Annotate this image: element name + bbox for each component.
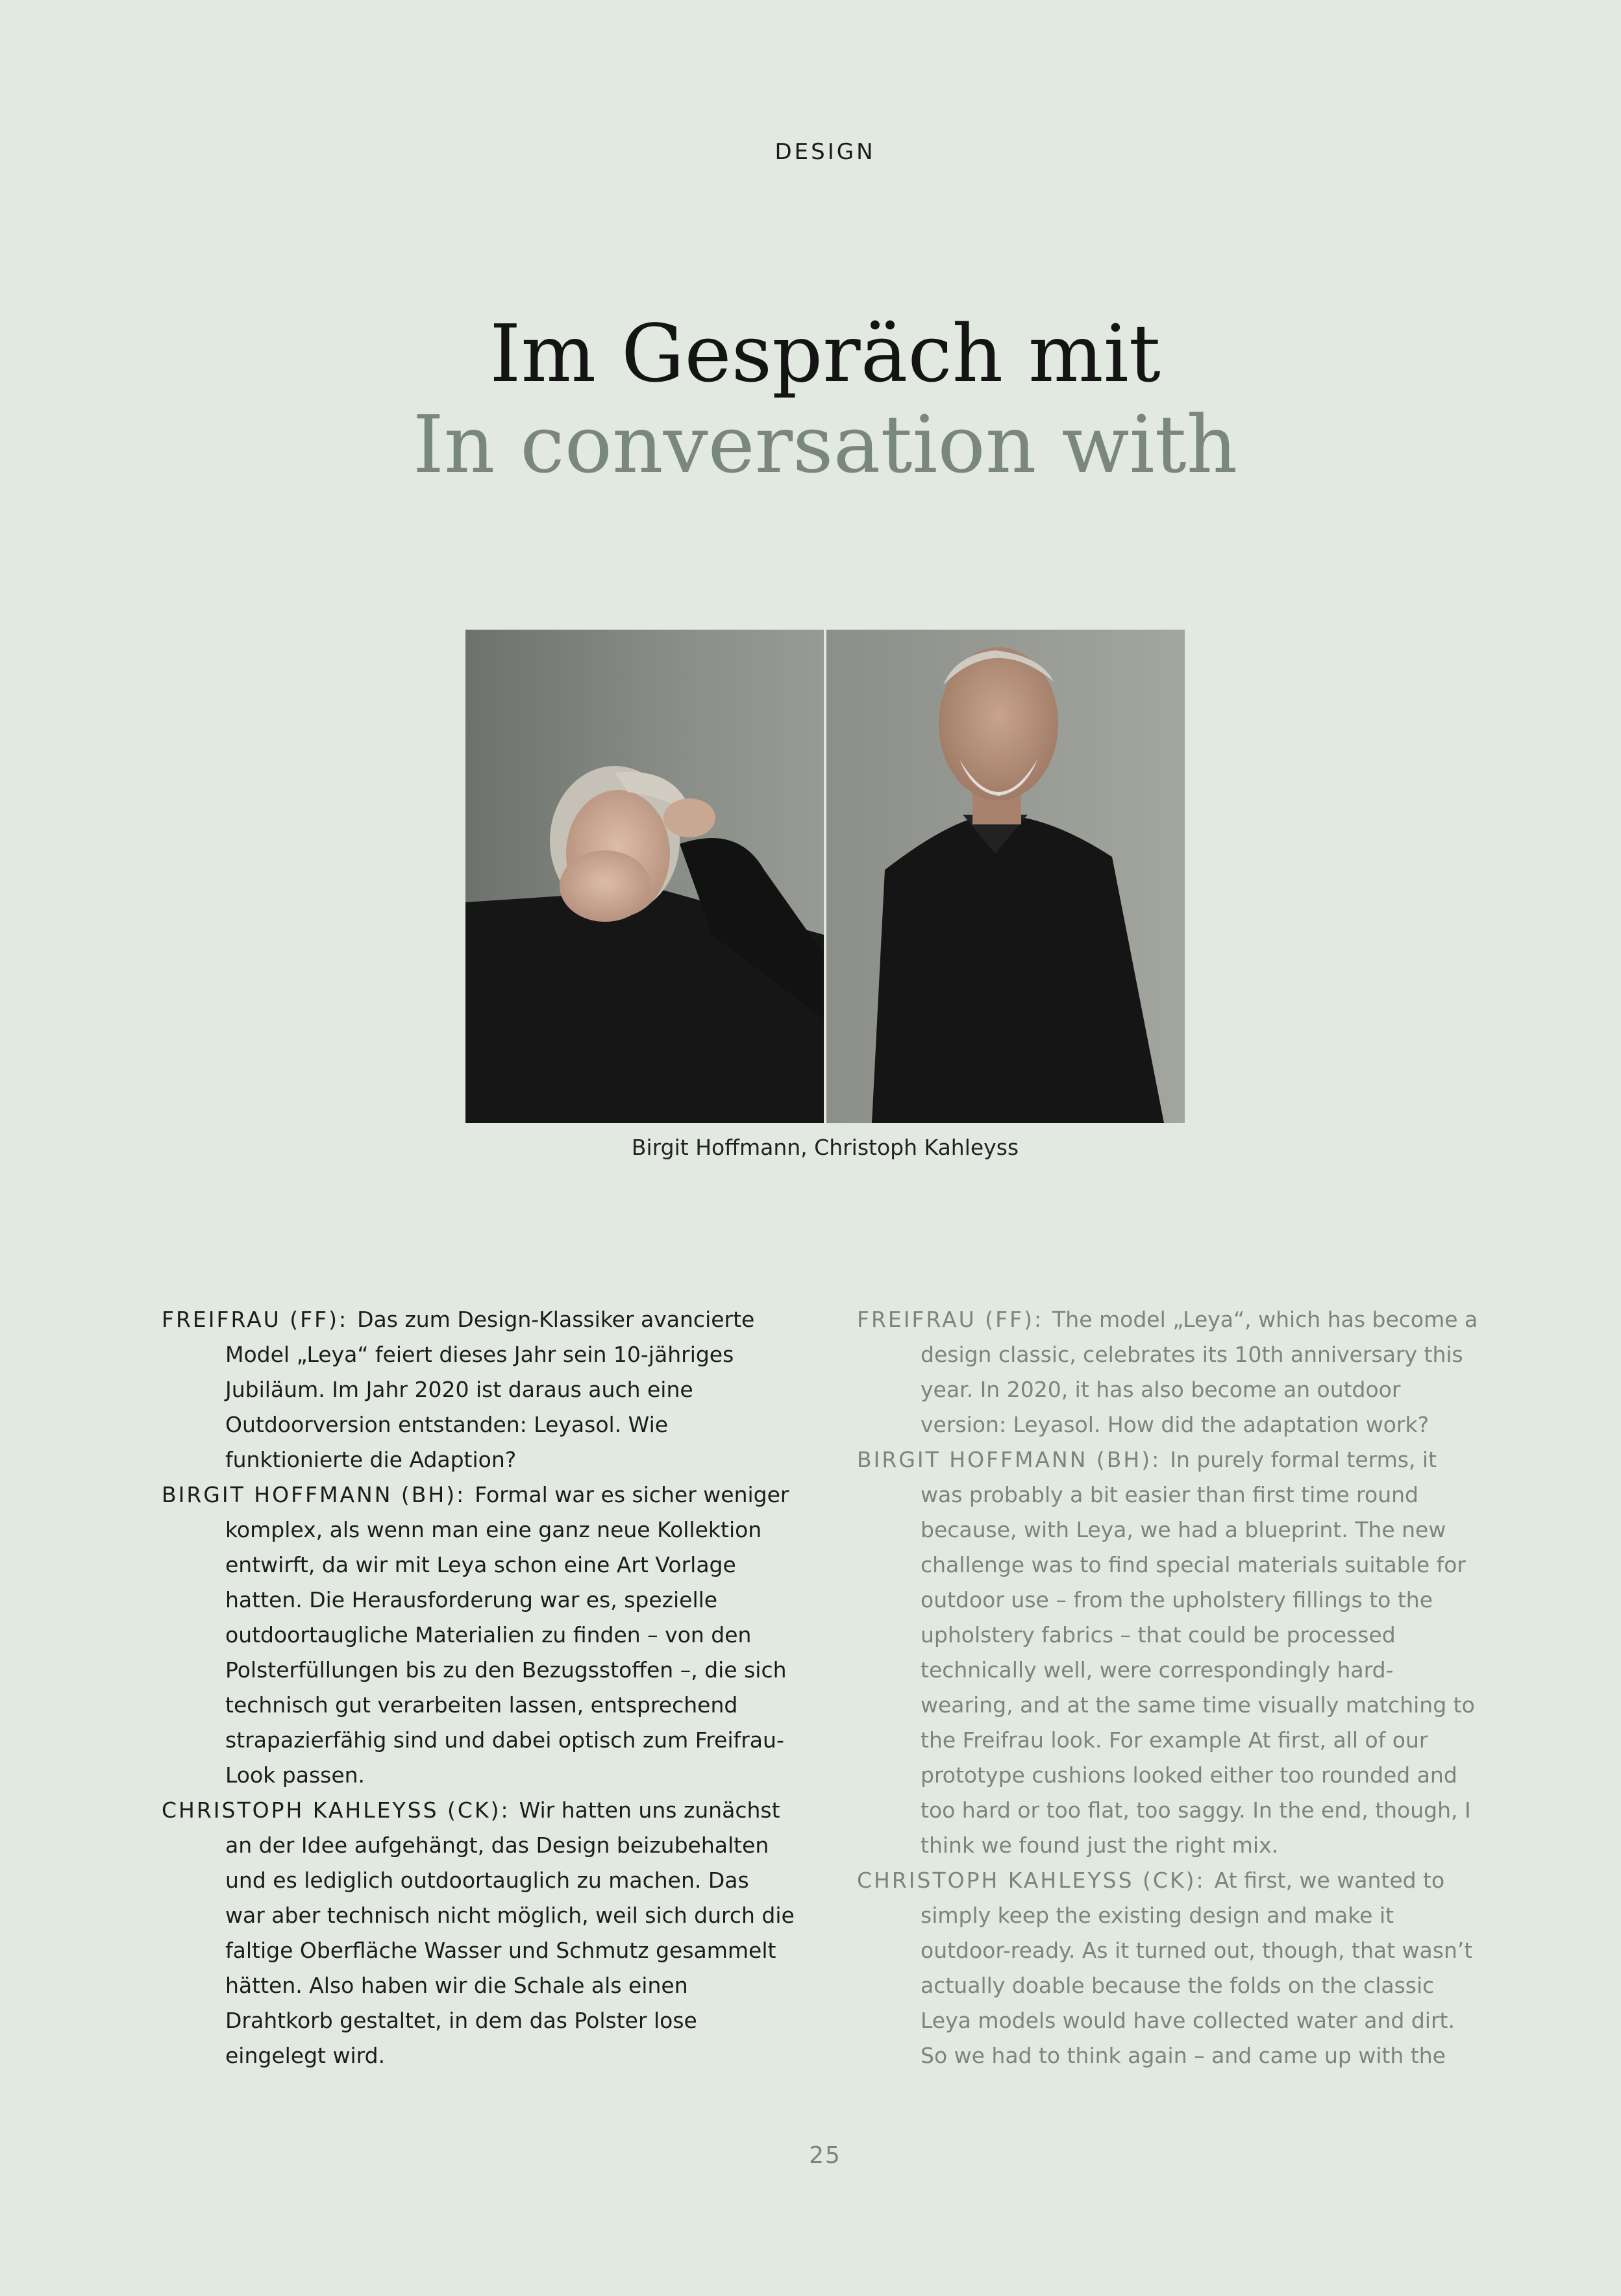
answer-text: Formal war es sicher weniger komplex, als wenn man eine ganz neue Kollektion entwirft, da wir mit Leya schon eine Art Vorlage hatten. Die Herausforderung war es, spezielle outdoortaugliche Materialien zu finden – von den Polsterfüllungen bis zu den Bezugsstoffen –, die sich technisch gut verarbeiten lassen, entsprechend strapazierfähig sind und dabei optisch zum Freifrau-Look passen.	[225, 1482, 789, 1788]
answer-text: In purely formal terms, it was probably a bit easier than first time round because, with Leya, we had a blueprint. The new challenge was to find special materials suitable for outdoor use – from the upholstery fillings to the upholstery fabrics – that could be processed technically well, were correspondingly hard-wearing, and at the same time visually matching to the Freifrau look. For example At first, all of our prototype cushions looked either too rounded and too hard or too flat, too saggy. In the end, though, I think we found just the right mix.	[921, 1447, 1475, 1858]
speaker-label: FREIFRAU (FF):	[162, 1307, 349, 1332]
title-english: In conversation with	[412, 399, 1238, 491]
speaker-label: CHRISTOPH KAHLEYSS (CK):	[162, 1797, 510, 1823]
portrait-man	[826, 630, 1185, 1123]
qa-en-ff	[857, 1302, 1480, 1442]
qa-de-ck	[162, 1793, 795, 2073]
speaker-label: BIRGIT HOFFMANN (BH):	[857, 1447, 1161, 1472]
answer-text: The model „Leya“, which has become a design classic, celebrates its 10th anniversary this year. In 2020, it has also become an outdoor version: Leyasol. How did the adaptation work?	[921, 1307, 1478, 1437]
qa-en-bh	[857, 1442, 1480, 1863]
portrait-photo	[465, 630, 1185, 1123]
interview-column-german	[162, 1302, 795, 2073]
speaker-label: BIRGIT HOFFMANN (BH):	[162, 1482, 466, 1507]
answer-text: At first, we wanted to simply keep the existing design and make it outdoor-ready. As it turned out, though, that wasn’t actually doable because the folds on the classic Leya models would have collected water and dirt. So we had to think again – and came up with the	[921, 1868, 1473, 2068]
section-label: DESIGN	[774, 139, 876, 165]
qa-de-bh	[162, 1477, 795, 1793]
portrait-woman-illustration	[465, 630, 824, 1123]
portrait-man-illustration	[826, 630, 1185, 1123]
answer-text: Wir hatten uns zunächst an der Idee aufgehängt, das Design beizubehalten und es lediglich outdoortauglich zu machen. Das war aber technisch nicht möglich, weil sich durch die faltige Oberfläche Wasser und Schmutz gesammelt hätten. Also haben wir die Schale als einen Drahtkorb gestaltet, in dem das Polster lose eingelegt wird.	[225, 1797, 795, 2068]
answer-text: Das zum Design-Klassiker avancierte Model „Leya“ feiert dieses Jahr sein 10-jähriges Jubiläum. Im Jahr 2020 ist daraus auch eine Outdoorversion entstanden: Leyasol. Wie funktionierte die Adaption?	[225, 1307, 755, 1472]
interview-column-english	[857, 1302, 1480, 2073]
qa-en-ck	[857, 1863, 1480, 2073]
portrait-woman	[465, 630, 824, 1123]
qa-de-ff	[162, 1302, 795, 1477]
speaker-label: FREIFRAU (FF):	[857, 1307, 1044, 1332]
page-number: 25	[809, 2142, 841, 2169]
speaker-label: CHRISTOPH KAHLEYSS (CK):	[857, 1868, 1206, 1893]
photo-caption: Birgit Hoffmann, Christoph Kahleyss	[631, 1135, 1019, 1160]
title-german: Im Gespräch mit	[489, 308, 1161, 400]
